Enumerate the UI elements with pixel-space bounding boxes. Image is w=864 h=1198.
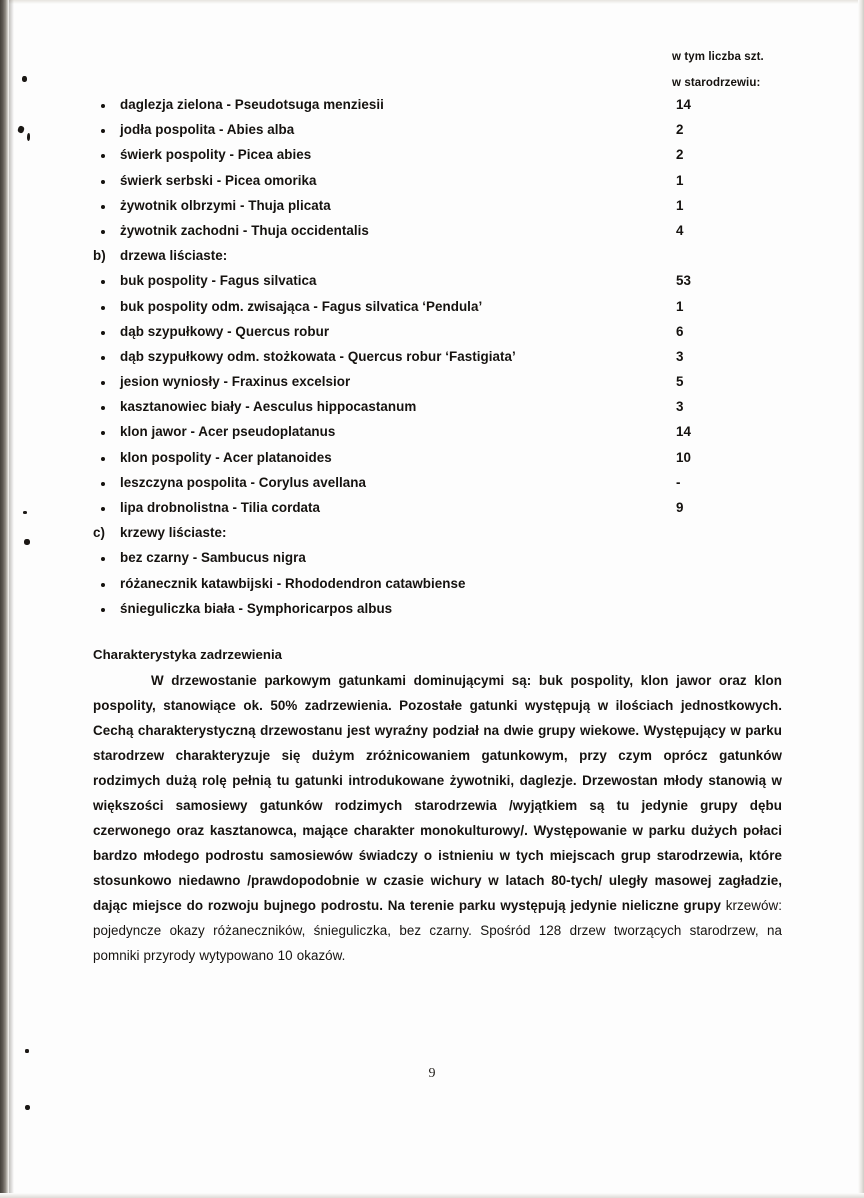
species-item-row	[0, 222, 864, 247]
species-name: świerk pospolity - Picea abies	[120, 147, 312, 163]
species-count: 5	[676, 374, 684, 390]
species-item-row	[0, 373, 864, 398]
species-name: buk pospolity odm. zwisająca - Fagus silvatica ‘Pendula’	[120, 298, 483, 314]
bullet-icon	[101, 230, 105, 234]
bullet-icon	[101, 129, 105, 133]
species-item-row	[0, 298, 864, 323]
species-name: śnieguliczka biała - Symphoricarpos albus	[120, 600, 393, 616]
bullet-icon	[101, 331, 105, 335]
species-group-row	[0, 524, 864, 549]
narrative-paragraph-tail: krzewów: pojedyncze okazy różaneczników, śnieguliczka, bez czarny. Spośród 128 drzew tworzących starodrzew, na pomniki przyrody wytypowano 10 okazów.	[93, 898, 782, 963]
scan-speck	[22, 76, 27, 82]
species-count: 1	[676, 172, 684, 188]
bullet-icon	[101, 306, 105, 310]
section-title: Charakterystyka zadrzewienia	[93, 647, 283, 662]
species-item-row	[0, 499, 864, 524]
species-count: 1	[676, 197, 684, 213]
species-name: różanecznik katawbijski - Rhododendron catawbiense	[120, 575, 466, 591]
bullet-icon	[101, 431, 105, 435]
bullet-icon	[101, 280, 105, 284]
bullet-icon	[101, 557, 105, 561]
bullet-icon	[101, 154, 105, 158]
group-marker: b)	[93, 248, 106, 264]
species-name: jodła pospolita - Abies alba	[120, 122, 295, 138]
species-count: 14	[676, 424, 691, 440]
species-name: klon jawor - Acer pseudoplatanus	[120, 424, 336, 440]
species-item-row	[0, 398, 864, 423]
species-item-row	[0, 323, 864, 348]
species-name: kasztanowiec biały - Aesculus hippocastanum	[120, 399, 417, 415]
species-count: 2	[676, 122, 684, 138]
bullet-icon	[101, 180, 105, 184]
scan-edge-bottom	[0, 1193, 864, 1198]
species-count: 4	[676, 222, 684, 238]
species-item-row	[0, 348, 864, 373]
bullet-icon	[101, 104, 105, 108]
bullet-icon	[101, 482, 105, 486]
species-item-row	[0, 600, 864, 625]
species-list	[0, 96, 864, 625]
species-count: 14	[676, 97, 691, 112]
species-name: krzewy liściaste:	[120, 525, 227, 541]
bullet-icon	[101, 608, 105, 612]
page-number: 9	[428, 1066, 436, 1081]
column-header-line2: w starodrzewiu:	[672, 77, 761, 89]
species-item-row	[0, 272, 864, 297]
bullet-icon	[101, 507, 105, 511]
species-name: leszczyna pospolita - Corylus avellana	[120, 474, 366, 490]
species-name: jesion wyniosły - Fraxinus excelsior	[120, 374, 351, 390]
species-item-row	[0, 172, 864, 197]
species-count: -	[676, 474, 681, 490]
species-count: 3	[676, 348, 684, 364]
species-name: buk pospolity - Fagus silvatica	[120, 273, 317, 289]
species-name: lipa drobnolistna - Tilia cordata	[120, 500, 321, 515]
species-count: 2	[676, 147, 684, 163]
bullet-icon	[101, 406, 105, 410]
narrative-paragraph-bold: W drzewostanie parkowym gatunkami dominującymi są: buk pospolity, klon jawor oraz klon pospolity, stanowiące ok. 50% zadrzewienia. Pozostałe gatunki występują w ilościach jednostkowych. Cechą charakterystyczną drzewostanu jest wyraźny podział na dwie grupy wiekowe. Występujący w parku starodrzew charakteryzuje się dużym zróżnicowaniem gatunkowym, przy czym oprócz gatunków rodzimych dużą rolę pełnią tu gatunki introdukowane żywotniki, daglezje. Drzewostan młody stanowią w większości samosiewy gatunków rodzimych starodrzewia /wyjątkiem są tu jedynie grupy dębu czerwonego oraz kasztanowca, mające charakter monokulturowy/. Występowanie w parku dużych połaci bardzo młodego podrostu samosiewów świadczy o istnieniu w tych miejscach grup starodrzewia, które stosunkowo niedawno /prawdopodobnie w czasie wichury w latach 80-tych/ uległy masowej zagładzie, dając miejsce do rozwoju bujnego podrostu. Na terenie parku występują jedynie nieliczne grupy	[93, 673, 782, 913]
species-name: drzewa liściaste:	[120, 248, 228, 264]
narrative-paragraph	[93, 668, 782, 968]
bullet-icon	[101, 356, 105, 360]
narrative-section	[93, 647, 782, 968]
bullet-icon	[101, 583, 105, 587]
species-count: 9	[676, 500, 684, 515]
species-name: żywotnik zachodni - Thuja occidentalis	[120, 222, 369, 238]
bullet-icon	[101, 457, 105, 461]
species-item-row	[0, 474, 864, 499]
group-marker: c)	[93, 525, 106, 541]
species-item-row	[0, 96, 864, 121]
species-count: 53	[676, 273, 691, 289]
species-item-row	[0, 449, 864, 474]
species-count: 6	[676, 323, 684, 339]
species-count: 3	[676, 399, 684, 415]
species-item-row	[0, 549, 864, 574]
species-group-row	[0, 247, 864, 272]
species-item-row	[0, 146, 864, 171]
species-name: dąb szypułkowy - Quercus robur	[120, 323, 330, 339]
species-name: świerk serbski - Picea omorika	[120, 172, 317, 188]
species-name: bez czarny - Sambucus nigra	[120, 550, 306, 566]
bullet-icon	[101, 205, 105, 209]
species-item-row	[0, 575, 864, 600]
species-count: 1	[676, 298, 684, 314]
scan-speck	[25, 1049, 29, 1053]
column-header-line1: w tym liczba szt.	[672, 51, 764, 63]
scan-edge-top	[0, 0, 864, 4]
species-item-row	[0, 121, 864, 146]
species-item-row	[0, 423, 864, 448]
bullet-icon	[101, 381, 105, 385]
species-name: żywotnik olbrzymi - Thuja plicata	[120, 197, 331, 213]
species-name: daglezja zielona - Pseudotsuga menziesii	[120, 97, 384, 112]
species-item-row	[0, 197, 864, 222]
species-count: 10	[676, 449, 691, 465]
scan-speck	[25, 1105, 30, 1110]
species-name: klon pospolity - Acer platanoides	[120, 449, 332, 465]
species-name: dąb szypułkowy odm. stożkowata - Quercus robur ‘Fastigiata’	[120, 348, 516, 364]
